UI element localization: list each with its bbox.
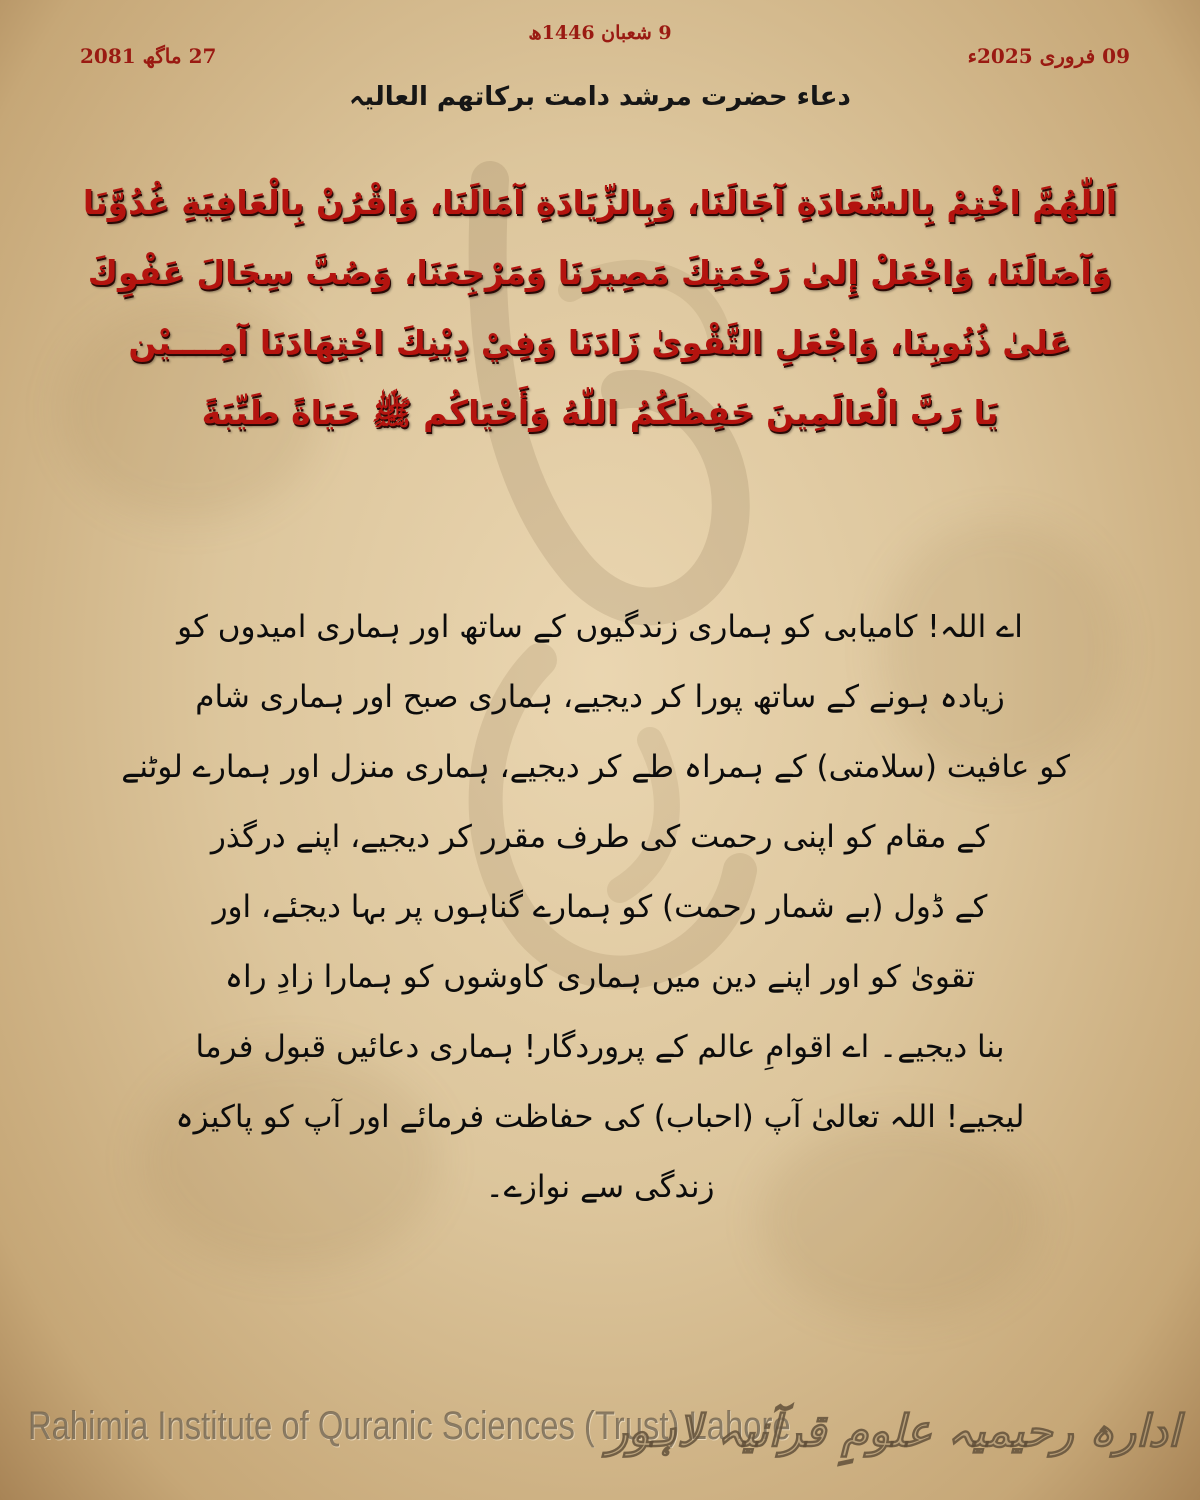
date-hijri: 9 شعبان 1446ھ [528, 22, 672, 44]
arabic-dua-line: عَلىٰ ذُنُوبِنَا، وَاجْعَلِ التَّقْوىٰ زَادَنَا وَفِيْ دِيْنِكَ اجْتِهَادَنَا آمِــــيْن [128, 323, 1072, 362]
institute-logo-calligraphy: ادارہ رحیمیہ علومِ قرآنیہ لاہور [606, 1406, 1180, 1457]
page-title: دعاء حضرت مرشد دامت برکاتھم العالیہ [349, 82, 851, 112]
institute-name-english: Rahimia Institute of Quranic Sciences (Trust) Lahore [28, 1404, 791, 1448]
arabic-dua-line: اَللّٰهُمَّ اخْتِمْ بِالسَّعَادَةِ آجَالَنَا، وَبِالزِّيَادَةِ آمَالَنَا، وَاقْرُنْ بِالْعَافِيَةِ غُدُوَّنَا [82, 183, 1118, 222]
urdu-translation-line: اے اللہ! کامیابی کو ہماری زندگیوں کے ساتھ اور ہماری امیدوں کو [177, 609, 1023, 645]
date-gregorian: 09 فروری 2025ء [967, 44, 1130, 68]
urdu-translation-line: بنا دیجیے۔ اے اقوامِ عالم کے پروردگار! ہماری دعائیں قبول فرما [195, 1029, 1005, 1065]
urdu-translation-line: کو عافیت (سلامتی) کے ہمراہ طے کر دیجیے، ہماری منزل اور ہمارے لوٹنے [121, 749, 1070, 785]
institute-logo [606, 1382, 1180, 1482]
date-bikrami: 27 ماگھ 2081 [80, 44, 217, 68]
urdu-translation [121, 592, 1070, 1222]
arabic-dua-line: يَا رَبَّ الْعَالَمِينَ حَفِظَكُمُ اللّٰهُ وَأَحْيَاكُم ﷺ حَيَاةً طَيِّبَةً [201, 393, 999, 432]
urdu-translation-line: زندگی سے نوازے۔ [485, 1169, 715, 1205]
urdu-translation-line: تقویٰ کو اور اپنے دین میں ہماری کاوشوں کو ہمارا زادِ راہ [224, 959, 976, 995]
urdu-translation-line: کے مقام کو اپنی رحمت کی طرف مقرر کر دیجیے، اپنے درگذر [210, 819, 990, 855]
urdu-translation-line: کے ڈول (بے شمار رحمت) کو ہمارے گناہوں پر بہا دیجئے، اور [212, 889, 988, 925]
urdu-translation-line: لیجیے! اللہ تعالیٰ آپ (احباب) کی حفاظت فرمائے اور آپ کو پاکیزہ [175, 1099, 1025, 1135]
arabic-dua [80, 168, 1120, 448]
urdu-translation-line: زیادہ ہونے کے ساتھ پورا کر دیجیے، ہماری صبح اور ہماری شام [195, 679, 1005, 715]
arabic-dua-line: وَآصَالَنَا، وَاجْعَلْ إِلىٰ رَحْمَتِكَ مَصِيرَنَا وَمَرْجِعَنَا، وَصُبَّ سِجَالَ عَفْوِكَ [87, 253, 1113, 292]
